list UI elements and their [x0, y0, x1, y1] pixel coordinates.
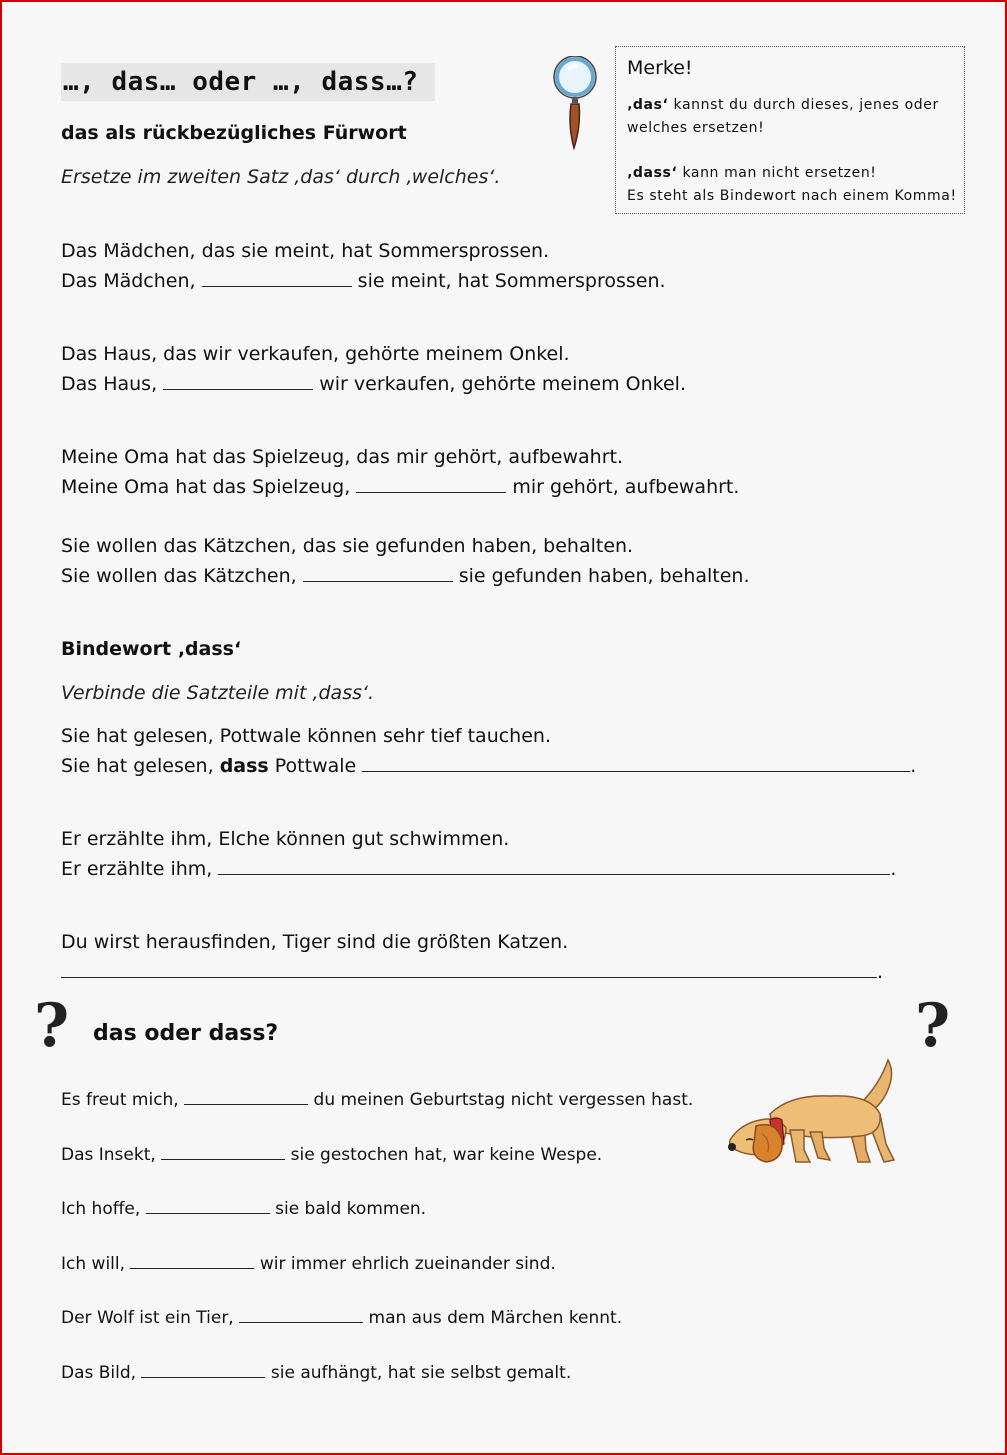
exercise-original: Sie wollen das Kätzchen, das sie gefunden haben, behalten. — [61, 535, 634, 557]
merke-line-1: ‚das‘ kannst du durch dieses, jenes oder — [627, 97, 939, 113]
section-heading-das-oder-dass: das oder dass? — [93, 1021, 279, 1046]
merke-title: Merke! — [627, 57, 693, 79]
answer-blank[interactable] — [202, 285, 352, 287]
exercise-fill-line: Sie wollen das Kätzchen, sie gefunden haben, behalten. — [61, 565, 750, 587]
dog-illustration — [720, 1054, 900, 1169]
exercise-fill-line: Meine Oma hat das Spielzeug, mir gehört, aufbewahrt. — [61, 476, 740, 498]
question-mark-icon: ? — [34, 991, 70, 1061]
exercise-original: Das Haus, das wir verkaufen, gehörte meinem Onkel. — [61, 343, 570, 365]
exercise-fill-line: . — [61, 963, 883, 982]
section-heading-relative-pronoun: das als rückbezügliches Fürwort — [61, 122, 407, 144]
exercise-fill-line: Ich will, wir immer ehrlich zueinander sind. — [61, 1254, 556, 1274]
worksheet-title: …, das… oder …, dass…? — [61, 63, 435, 101]
answer-blank[interactable] — [146, 1212, 270, 1214]
exercise-fill-line: Das Haus, wir verkaufen, gehörte meinem Onkel. — [61, 373, 686, 395]
answer-blank[interactable] — [303, 580, 453, 582]
exercise-fill-line: Das Bild, sie aufhängt, hat sie selbst gemalt. — [61, 1363, 572, 1383]
merke-line-3: ‚dass‘ kann man nicht ersetzen! — [627, 165, 877, 181]
merke-box — [615, 46, 965, 214]
instruction-replace: Ersetze im zweiten Satz ‚das‘ durch ‚welches‘. — [61, 166, 501, 188]
exercise-original: Du wirst herausfinden, Tiger sind die größten Katzen. — [61, 931, 569, 953]
answer-blank[interactable] — [239, 1321, 363, 1323]
question-mark-icon: ? — [915, 991, 951, 1061]
answer-blank[interactable] — [130, 1267, 254, 1269]
section-heading-conjunction: Bindewort ‚dass‘ — [61, 638, 242, 660]
answer-blank[interactable] — [218, 873, 890, 875]
magnifying-glass-icon — [550, 56, 602, 152]
answer-blank[interactable] — [163, 388, 313, 390]
answer-blank[interactable] — [141, 1376, 265, 1378]
exercise-original: Sie hat gelesen, Pottwale können sehr tief tauchen. — [61, 725, 551, 747]
exercise-original: Das Mädchen, das sie meint, hat Sommersprossen. — [61, 240, 550, 262]
answer-blank[interactable] — [161, 1158, 285, 1160]
answer-blank[interactable] — [61, 976, 877, 978]
merke-line-4: Es steht als Bindewort nach einem Komma! — [627, 188, 957, 204]
answer-blank[interactable] — [362, 770, 910, 772]
exercise-fill-line: Ich hoffe, sie bald kommen. — [61, 1199, 427, 1219]
exercise-fill-line: Es freut mich, du meinen Geburtstag nicht vergessen hast. — [61, 1090, 694, 1110]
exercise-original: Er erzählte ihm, Elche können gut schwimmen. — [61, 828, 510, 850]
answer-blank[interactable] — [356, 491, 506, 493]
exercise-fill-line: Das Insekt, sie gestochen hat, war keine Wespe. — [61, 1145, 603, 1165]
exercise-fill-line: Das Mädchen, sie meint, hat Sommersprossen. — [61, 270, 666, 292]
exercise-fill-line: Er erzählte ihm, . — [61, 858, 897, 880]
answer-blank[interactable] — [184, 1103, 308, 1105]
merke-line-2: welches ersetzen! — [627, 120, 765, 136]
instruction-connect: Verbinde die Satzteile mit ‚dass‘. — [61, 682, 375, 704]
exercise-fill-line: Der Wolf ist ein Tier, man aus dem Märchen kennt. — [61, 1308, 623, 1328]
exercise-fill-line: Sie hat gelesen, dass Pottwale . — [61, 755, 917, 777]
exercise-original: Meine Oma hat das Spielzeug, das mir gehört, aufbewahrt. — [61, 446, 623, 468]
